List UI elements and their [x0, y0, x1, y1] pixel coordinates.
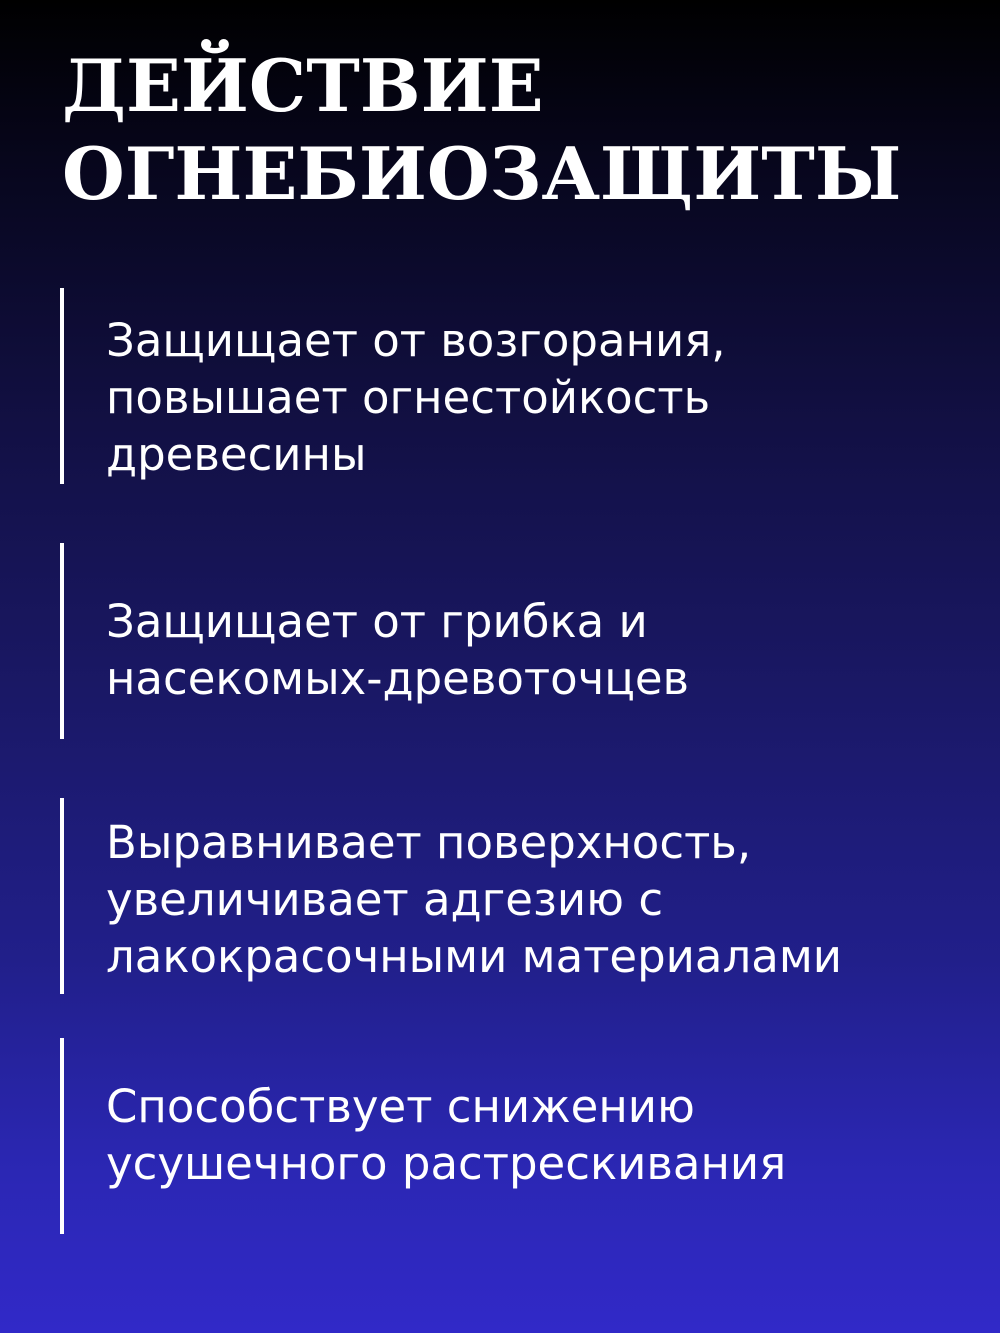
feature-text	[106, 814, 842, 985]
feature-text-line: усушечного растрескивания	[106, 1137, 787, 1190]
feature-item-surface-leveling	[60, 798, 960, 994]
feature-item-bio-protection	[60, 543, 960, 739]
feature-text-line: повышает огнестойкость	[106, 371, 711, 424]
feature-item-fire-protection	[60, 288, 960, 484]
feature-text-line: насекомых-древоточцев	[106, 652, 690, 705]
feature-text-line: лакокрасочными материалами	[106, 930, 843, 983]
feature-text-line: увеличивает адгезию с	[106, 873, 664, 926]
feature-text	[106, 593, 689, 707]
feature-item-crack-reduction	[60, 1038, 960, 1234]
vertical-divider	[60, 798, 64, 994]
feature-text-line: Защищает от возгорания,	[106, 314, 726, 367]
feature-text-line: древесины	[106, 428, 367, 481]
page-title-line-2: ОГНЕБИОЗАЩИТЫ	[62, 131, 902, 216]
feature-text	[106, 312, 726, 483]
vertical-divider	[60, 543, 64, 739]
feature-text-line: Способствует снижению	[106, 1080, 695, 1133]
vertical-divider	[60, 1038, 64, 1234]
feature-text	[106, 1078, 786, 1192]
feature-text-line: Выравнивает поверхность,	[106, 816, 752, 869]
feature-text-line: Защищает от грибка и	[106, 595, 648, 648]
vertical-divider	[60, 288, 64, 484]
page-title-line-1: ДЕЙСТВИЕ	[62, 43, 544, 128]
page-title	[62, 42, 901, 218]
